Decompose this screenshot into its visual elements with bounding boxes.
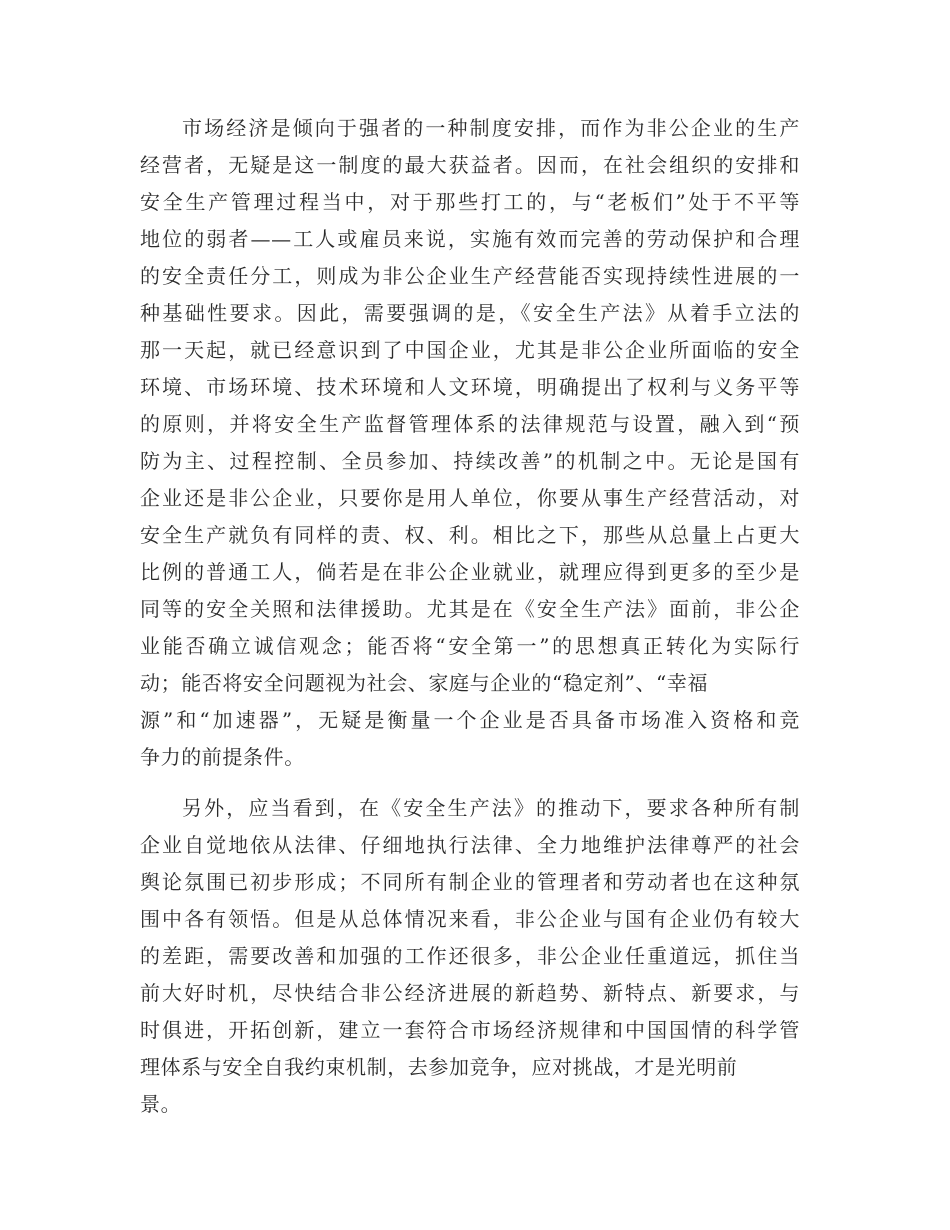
text-line: 业能否确立诚信观念；能否将“安全第一”的思想真正转化为实际行 — [140, 634, 800, 658]
text-line: 经营者，无疑是这一制度的最大获益者。因而，在社会组织的安排和 — [140, 153, 800, 177]
text-line: 围中各有领悟。但是从总体情况来看，非公企业与国有企业仍有较大 — [140, 907, 800, 931]
paragraph-2 — [140, 790, 800, 1123]
text-line: 前大好时机，尽快结合非公经济进展的新趋势、新特点、新要求，与 — [140, 981, 800, 1005]
text-line: 环境、市场环境、技术环境和人文环境，明确提出了权利与义务平等 — [140, 375, 800, 399]
text-line: 地位的弱者——工人或雇员来说，实施有效而完善的劳动保护和合理 — [140, 227, 800, 251]
text-line: 防为主、过程控制、全员参加、持续改善”的机制之中。无论是国有 — [140, 449, 800, 473]
text-line: 景。 — [140, 1092, 182, 1116]
text-line: 企业自觉地依从法律、仔细地执行法律、全力地维护法律尊严的社会 — [140, 833, 800, 857]
text-line: 种基础性要求。因此，需要强调的是，《安全生产法》从着手立法的 — [140, 301, 800, 325]
text-line: 比例的普通工人，倘若是在非公企业就业，就理应得到更多的至少是 — [140, 560, 800, 584]
text-line: 的原则，并将安全生产监督管理体系的法律规范与设置，融入到“预 — [140, 412, 800, 436]
text-line: 的安全责任分工，则成为非公企业生产经营能否实现持续性进展的一 — [140, 264, 800, 288]
text-line: 另外，应当看到，在《安全生产法》的推动下，要求各种所有制 — [182, 796, 800, 820]
text-line: 那一天起，就已经意识到了中国企业，尤其是非公企业所面临的安全 — [140, 338, 800, 362]
text-line: 争力的前提条件。 — [140, 745, 305, 769]
text-line: 时俱进，开拓创新，建立一套符合市场经济规律和中国国情的科学管 — [140, 1018, 800, 1042]
text-line: 舆论氛围已初步形成；不同所有制企业的管理者和劳动者也在这种氛 — [140, 870, 800, 894]
text-line: 的差距，需要改善和加强的工作还很多，非公企业任重道远，抓住当 — [140, 944, 800, 968]
text-line: 理体系与安全自我约束机制，去参加竞争，应对挑战，才是光明前 — [140, 1055, 738, 1079]
text-line: 源”和“加速器”，无疑是衡量一个企业是否具备市场准入资格和竞 — [140, 708, 800, 732]
text-line: 企业还是非公企业，只要你是用人单位，你要从事生产经营活动，对 — [140, 486, 800, 510]
text-line: 安全生产就负有同样的责、权、利。相比之下，那些从总量上占更大 — [140, 523, 800, 547]
text-line: 动；能否将安全问题视为社会、家庭与企业的“稳定剂”、“幸福 — [140, 671, 709, 695]
text-line: 同等的安全关照和法律援助。尤其是在《安全生产法》面前，非公企 — [140, 597, 800, 621]
paragraph-1 — [140, 110, 800, 776]
text-line: 市场经济是倾向于强者的一种制度安排，而作为非公企业的生产 — [182, 116, 800, 140]
text-line: 安全生产管理过程当中，对于那些打工的，与“老板们”处于不平等 — [140, 190, 800, 214]
